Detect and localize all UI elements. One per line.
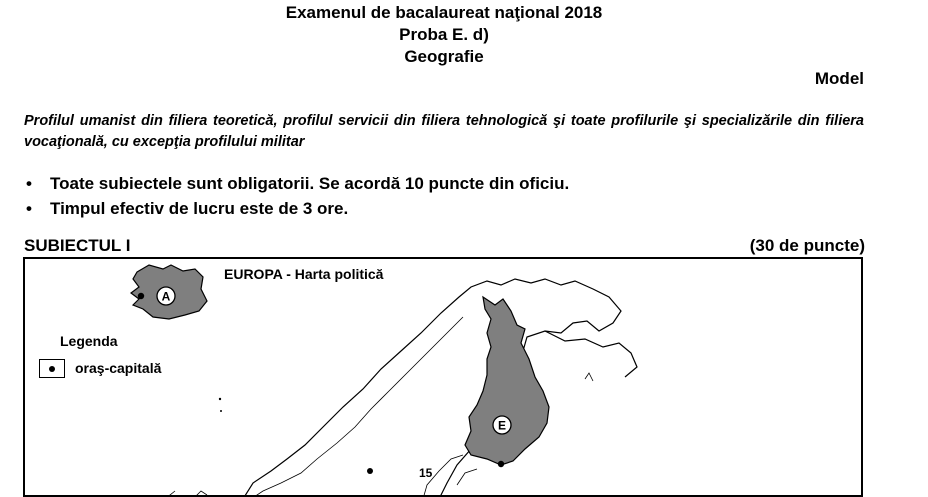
capital-dot [138, 293, 144, 299]
label-e: E [497, 418, 507, 433]
kola-coast [545, 331, 637, 377]
legend-label: oraş-capitală [75, 360, 162, 376]
capital-dot [367, 468, 373, 474]
map-number-label: 15 [419, 466, 433, 480]
exam-subtitle: Proba E. d) [399, 25, 489, 44]
section-points: (30 de puncte) [749, 236, 865, 255]
legend-symbol [39, 359, 65, 378]
label-a: A [161, 289, 171, 304]
map-title: EUROPA - Harta politică [224, 266, 384, 282]
rule-item: • Toate subiectele sunt obligatorii. Se acordă 10 puncte din oficiu. [26, 171, 569, 196]
scandinavia-outline [243, 279, 621, 497]
country-e-shape [465, 297, 549, 465]
model-label: Model [814, 69, 864, 88]
capital-dot [498, 461, 504, 467]
map-drawing [25, 259, 863, 497]
legend-title: Legenda [60, 333, 118, 349]
exam-subject: Geografie [404, 47, 484, 66]
section-title: SUBIECTUL I [24, 236, 131, 255]
capital-dot-icon [49, 366, 55, 372]
rule-item: • Timpul efectiv de lucru este de 3 ore. [26, 196, 569, 221]
exam-title: Examenul de bacalaureat naţional 2018 [285, 3, 603, 22]
intro-paragraph: Profilul umanist din filiera teoretică, profilul servicii din filiera tehnologică şi toate profilurile şi specializările din filiera vocaţională, cu excepţia profilului militar [24, 113, 864, 150]
europe-political-map [23, 257, 863, 497]
rules-list [26, 171, 569, 221]
